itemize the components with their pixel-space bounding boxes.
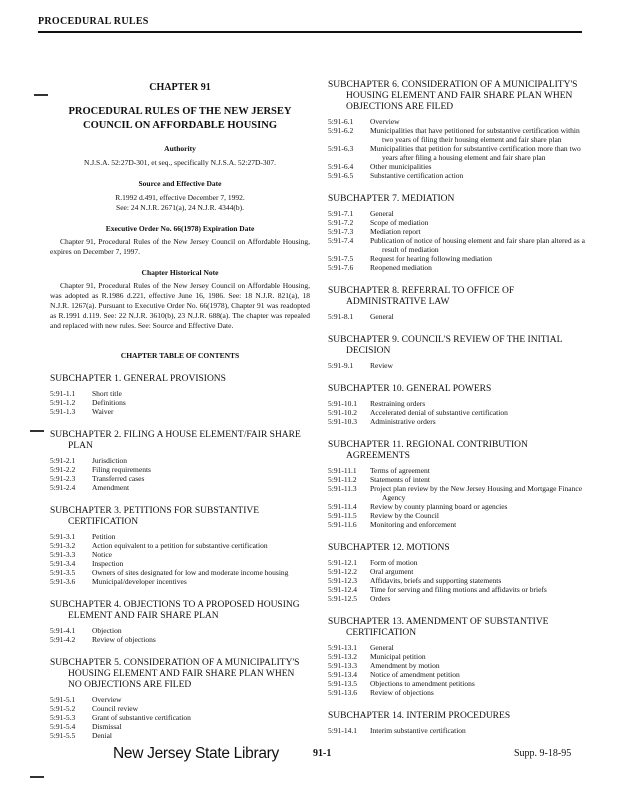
section-number: 5:91-6.3	[328, 144, 354, 153]
section-row	[328, 126, 590, 144]
section-title: Overview	[92, 695, 122, 704]
section-title: General	[370, 209, 394, 218]
section-row	[328, 520, 590, 529]
section-number: 5:91-11.4	[328, 502, 357, 511]
section-title: Review by county planning board or agencies	[370, 502, 508, 511]
section-row	[328, 661, 590, 670]
section-title: Scope of mediation	[370, 218, 429, 227]
section-number: 5:91-4.1	[50, 626, 76, 635]
section-row	[50, 704, 310, 713]
section-row	[328, 475, 590, 484]
subchapter-heading: SUBCHAPTER 6. CONSIDERATION OF A MUNICIPALITY'S HOUSING ELEMENT AND FAIR SHARE PLAN WHEN OBJECTIONS ARE FILED	[328, 80, 578, 112]
subchapter-heading: SUBCHAPTER 3. PETITIONS FOR SUBSTANTIVE CERTIFICATION	[50, 506, 260, 527]
toc-left	[50, 374, 310, 740]
section-title: Publication of notice of housing element and fair share plan altered as a result of mediation	[370, 236, 585, 254]
section-number: 5:91-13.6	[328, 688, 357, 697]
section-row	[50, 465, 310, 474]
subchapter-heading: SUBCHAPTER 5. CONSIDERATION OF A MUNICIPALITY'S HOUSING ELEMENT AND FAIR SHARE PLAN WHEN NO OBJECTIONS ARE FILED	[50, 658, 300, 690]
source-heading: Source and Effective Date	[138, 179, 222, 188]
section-row	[50, 532, 310, 541]
section-row	[328, 484, 590, 502]
section-title: Affidavits, briefs and supporting statements	[370, 576, 502, 585]
authority-text: N.J.S.A. 52:27D-301, et seq., specifically N.J.S.A. 52:27D-307.	[83, 158, 277, 167]
section-list	[328, 209, 590, 272]
section-title: Inspection	[92, 559, 124, 568]
section-number: 5:91-12.2	[328, 567, 357, 576]
subchapter-heading: SUBCHAPTER 4. OBJECTIONS TO A PROPOSED HOUSING ELEMENT AND FAIR SHARE PLAN	[50, 600, 300, 621]
library-watermark: New Jersey State Library	[113, 745, 279, 762]
section-number: 5:91-7.1	[328, 209, 354, 218]
section-row	[50, 483, 310, 492]
section-number: 5:91-2.4	[50, 483, 76, 492]
section-list	[328, 117, 590, 180]
section-number: 5:91-12.4	[328, 585, 357, 594]
section-title: Petition	[92, 532, 116, 541]
section-number: 5:91-12.5	[328, 594, 357, 603]
section-title: Review	[370, 361, 393, 370]
toc-right	[328, 80, 590, 735]
section-number: 5:91-2.2	[50, 465, 76, 474]
section-title: Amendment by motion	[370, 661, 440, 670]
section-number: 5:91-12.1	[328, 558, 357, 567]
section-list	[50, 626, 310, 644]
section-number: 5:91-3.6	[50, 577, 76, 586]
section-row	[328, 643, 590, 652]
section-number: 5:91-2.3	[50, 474, 76, 483]
section-number: 5:91-7.4	[328, 236, 354, 245]
section-number: 5:91-6.1	[328, 117, 354, 126]
section-row	[328, 558, 590, 567]
section-row	[50, 731, 310, 740]
section-list	[50, 456, 310, 492]
section-number: 5:91-6.4	[328, 162, 354, 171]
source-text	[50, 193, 310, 213]
section-title: Municipal petition	[370, 652, 426, 661]
supplement-date: Supp. 9-18-95	[514, 748, 572, 759]
section-number: 5:91-9.1	[328, 361, 354, 370]
section-title: Denial	[92, 731, 112, 740]
section-number: 5:91-7.6	[328, 263, 354, 272]
section-row	[50, 568, 310, 577]
section-row	[328, 408, 590, 417]
section-number: 5:91-13.1	[328, 643, 357, 652]
margin-mark	[30, 430, 44, 432]
chapter-title: PROCEDURAL RULES OF THE NEW JERSEY COUNCIL ON AFFORDABLE HOUSING	[68, 106, 292, 131]
section-title: Filing requirements	[92, 465, 151, 474]
section-row	[328, 466, 590, 475]
subchapter-heading: SUBCHAPTER 10. GENERAL POWERS	[328, 384, 492, 394]
section-row	[328, 227, 590, 236]
section-title: Objection	[92, 626, 122, 635]
section-title: Short title	[92, 389, 122, 398]
section-row	[328, 670, 590, 679]
section-row	[328, 218, 590, 227]
section-list	[328, 312, 590, 321]
subchapter-heading: SUBCHAPTER 9. COUNCIL'S REVIEW OF THE INITIAL DECISION	[328, 335, 563, 356]
subchapter-heading: SUBCHAPTER 1. GENERAL PROVISIONS	[50, 374, 226, 384]
section-row	[50, 713, 310, 722]
section-title: General	[370, 312, 394, 321]
section-title: Notice	[92, 550, 112, 559]
section-row	[328, 312, 590, 321]
section-row	[328, 576, 590, 585]
section-title: Municipalities that petition for substantive certification more than two years after filing a housing element and fair share plan	[370, 144, 581, 162]
section-row	[328, 171, 590, 180]
section-row	[50, 407, 310, 416]
section-title: Transferred cases	[92, 474, 145, 483]
section-title: Terms of agreement	[370, 466, 430, 475]
toc-heading: CHAPTER TABLE OF CONTENTS	[120, 351, 240, 360]
section-number: 5:91-13.5	[328, 679, 357, 688]
section-title: General	[370, 643, 394, 652]
section-list	[328, 466, 590, 529]
chapter-number: CHAPTER 91	[149, 82, 211, 93]
section-title: Oral argument	[370, 567, 414, 576]
section-title: Action equivalent to a petition for substantive certification	[92, 541, 268, 550]
section-number: 5:91-5.1	[50, 695, 76, 704]
section-row	[328, 263, 590, 272]
section-number: 5:91-8.1	[328, 312, 354, 321]
source-line: See: 24 N.J.R. 2671(a), 24 N.J.R. 4344(b).	[116, 203, 244, 212]
section-row	[328, 679, 590, 688]
section-number: 5:91-12.3	[328, 576, 357, 585]
section-list	[328, 558, 590, 603]
section-title: Reopened mediation	[370, 263, 432, 272]
section-title: Amendment	[92, 483, 130, 492]
section-list	[328, 726, 590, 735]
section-number: 5:91-1.2	[50, 398, 76, 407]
section-row	[50, 559, 310, 568]
section-row	[328, 567, 590, 576]
section-number: 5:91-3.3	[50, 550, 76, 559]
section-number: 5:91-1.1	[50, 389, 76, 398]
section-row	[328, 652, 590, 661]
left-column	[50, 78, 310, 740]
section-row	[328, 688, 590, 697]
section-row	[50, 577, 310, 586]
section-number: 5:91-2.1	[50, 456, 76, 465]
source-line: R.1992 d.491, effective December 7, 1992.	[115, 193, 245, 202]
section-list	[50, 532, 310, 586]
section-row	[328, 594, 590, 603]
section-row	[328, 585, 590, 594]
executive-order-text: Chapter 91, Procedural Rules of the New Jersey Council on Affordable Housing, expires on December 7, 1997.	[50, 237, 310, 256]
section-row	[50, 550, 310, 559]
section-row	[328, 726, 590, 735]
section-list	[50, 695, 310, 740]
subchapter-heading: SUBCHAPTER 14. INTERIM PROCEDURES	[328, 711, 511, 721]
section-row	[328, 399, 590, 408]
section-row	[50, 722, 310, 731]
section-row	[50, 474, 310, 483]
section-title: Administrative orders	[370, 417, 436, 426]
section-number: 5:91-5.5	[50, 731, 76, 740]
section-title: Council review	[92, 704, 139, 713]
section-number: 5:91-3.1	[50, 532, 76, 541]
subchapter-heading: SUBCHAPTER 13. AMENDMENT OF SUBSTANTIVE CERTIFICATION	[328, 617, 549, 638]
section-title: Project plan review by the New Jersey Housing and Mortgage Finance Agency	[370, 484, 583, 502]
section-title: Overview	[370, 117, 400, 126]
section-title: Monitoring and enforcement	[370, 520, 457, 529]
section-number: 5:91-4.2	[50, 635, 76, 644]
header-rule	[38, 31, 582, 33]
section-list	[328, 643, 590, 697]
section-title: Form of motion	[370, 558, 418, 567]
section-number: 5:91-11.2	[328, 475, 357, 484]
section-title: Owners of sites designated for low and moderate income housing	[92, 568, 289, 577]
section-title: Mediation report	[370, 227, 421, 236]
section-title: Notice of amendment petition	[370, 670, 460, 679]
section-number: 5:91-3.2	[50, 541, 76, 550]
section-number: 5:91-10.3	[328, 417, 357, 426]
section-number: 5:91-5.4	[50, 722, 76, 731]
section-title: Review of objections	[370, 688, 434, 697]
section-title: Review of objections	[92, 635, 156, 644]
historical-note-text: Chapter 91, Procedural Rules of the New Jersey Council on Affordable Housing, was adopted as R.1986 d.221, effective June 16, 1986. See: 18 N.J.R. 821(a), 18 N.J.R. 1267(a). Pursuant to Executive Order No. 66(1978), Chapter 91 was readopted as R.1991 d.119. See: 22 N.J.R. 3610(b), 23 N.J.R. 688(a). The chapter was repealed and replaced with new rules. See: Source and Effective Date.	[50, 281, 310, 330]
subchapter-heading: SUBCHAPTER 7. MEDIATION	[328, 194, 455, 204]
section-title: Dismissal	[92, 722, 122, 731]
margin-mark	[30, 776, 44, 778]
section-number: 5:91-6.5	[328, 171, 354, 180]
section-list	[328, 399, 590, 426]
section-row	[328, 209, 590, 218]
section-title: Objections to amendment petitions	[370, 679, 475, 688]
section-row	[328, 417, 590, 426]
section-title: Orders	[370, 594, 391, 603]
section-row	[328, 254, 590, 263]
section-number: 5:91-5.3	[50, 713, 76, 722]
executive-order-heading: Executive Order No. 66(1978) Expiration Date	[105, 224, 255, 233]
section-row	[328, 162, 590, 171]
section-title: Municipalities that have petitioned for substantive certification within two years of filing their housing element and fair share plan	[370, 126, 580, 144]
section-list	[328, 361, 590, 370]
section-title: Substantive certification action	[370, 171, 464, 180]
subchapter-heading: SUBCHAPTER 2. FILING A HOUSE ELEMENT/FAIR SHARE PLAN	[50, 430, 301, 451]
page-number: 91-1	[313, 748, 332, 759]
section-row	[50, 541, 310, 550]
section-number: 5:91-6.2	[328, 126, 354, 135]
section-title: Definitions	[92, 398, 126, 407]
section-title: Jurisdiction	[92, 456, 127, 465]
section-title: Waiver	[92, 407, 114, 416]
section-title: Time for serving and filing motions and affidavits or briefs	[370, 585, 547, 594]
section-title: Restraining orders	[370, 399, 426, 408]
section-row	[50, 626, 310, 635]
section-row	[328, 236, 590, 254]
subchapter-heading: SUBCHAPTER 12. MOTIONS	[328, 543, 450, 553]
section-list	[50, 389, 310, 416]
section-title: Request for hearing following mediation	[370, 254, 493, 263]
section-row	[328, 361, 590, 370]
section-title: Review by the Council	[370, 511, 439, 520]
subchapter-heading: SUBCHAPTER 8. REFERRAL TO OFFICE OF ADMINISTRATIVE LAW	[328, 286, 515, 307]
section-number: 5:91-11.5	[328, 511, 357, 520]
subchapter-heading: SUBCHAPTER 11. REGIONAL CONTRIBUTION AGREEMENTS	[328, 440, 528, 461]
section-number: 5:91-5.2	[50, 704, 76, 713]
section-number: 5:91-1.3	[50, 407, 76, 416]
section-number: 5:91-7.5	[328, 254, 354, 263]
section-number: 5:91-7.3	[328, 227, 354, 236]
section-title: Grant of substantive certification	[92, 713, 191, 722]
running-head: PROCEDURAL RULES	[38, 16, 149, 27]
section-number: 5:91-13.4	[328, 670, 357, 679]
section-title: Interim substantive certification	[370, 726, 466, 735]
section-row	[50, 398, 310, 407]
section-number: 5:91-11.1	[328, 466, 357, 475]
section-row	[50, 635, 310, 644]
historical-note-heading: Chapter Historical Note	[141, 268, 219, 277]
section-number: 5:91-11.6	[328, 520, 357, 529]
margin-mark	[34, 94, 48, 96]
section-row	[328, 511, 590, 520]
authority-heading: Authority	[164, 144, 196, 153]
section-number: 5:91-13.2	[328, 652, 357, 661]
section-number: 5:91-7.2	[328, 218, 354, 227]
section-title: Other municipalities	[370, 162, 432, 171]
section-number: 5:91-10.1	[328, 399, 357, 408]
section-row	[328, 117, 590, 126]
section-row	[328, 144, 590, 162]
section-number: 5:91-10.2	[328, 408, 357, 417]
section-number: 5:91-3.4	[50, 559, 76, 568]
section-number: 5:91-3.5	[50, 568, 76, 577]
section-row	[50, 456, 310, 465]
section-title: Municipal/developer incentives	[92, 577, 187, 586]
section-number: 5:91-11.3	[328, 484, 357, 493]
section-number: 5:91-13.3	[328, 661, 357, 670]
section-number: 5:91-14.1	[328, 726, 357, 735]
section-row	[328, 502, 590, 511]
section-title: Accelerated denial of substantive certification	[370, 408, 508, 417]
section-row	[50, 695, 310, 704]
section-row	[50, 389, 310, 398]
section-title: Statements of intent	[370, 475, 430, 484]
